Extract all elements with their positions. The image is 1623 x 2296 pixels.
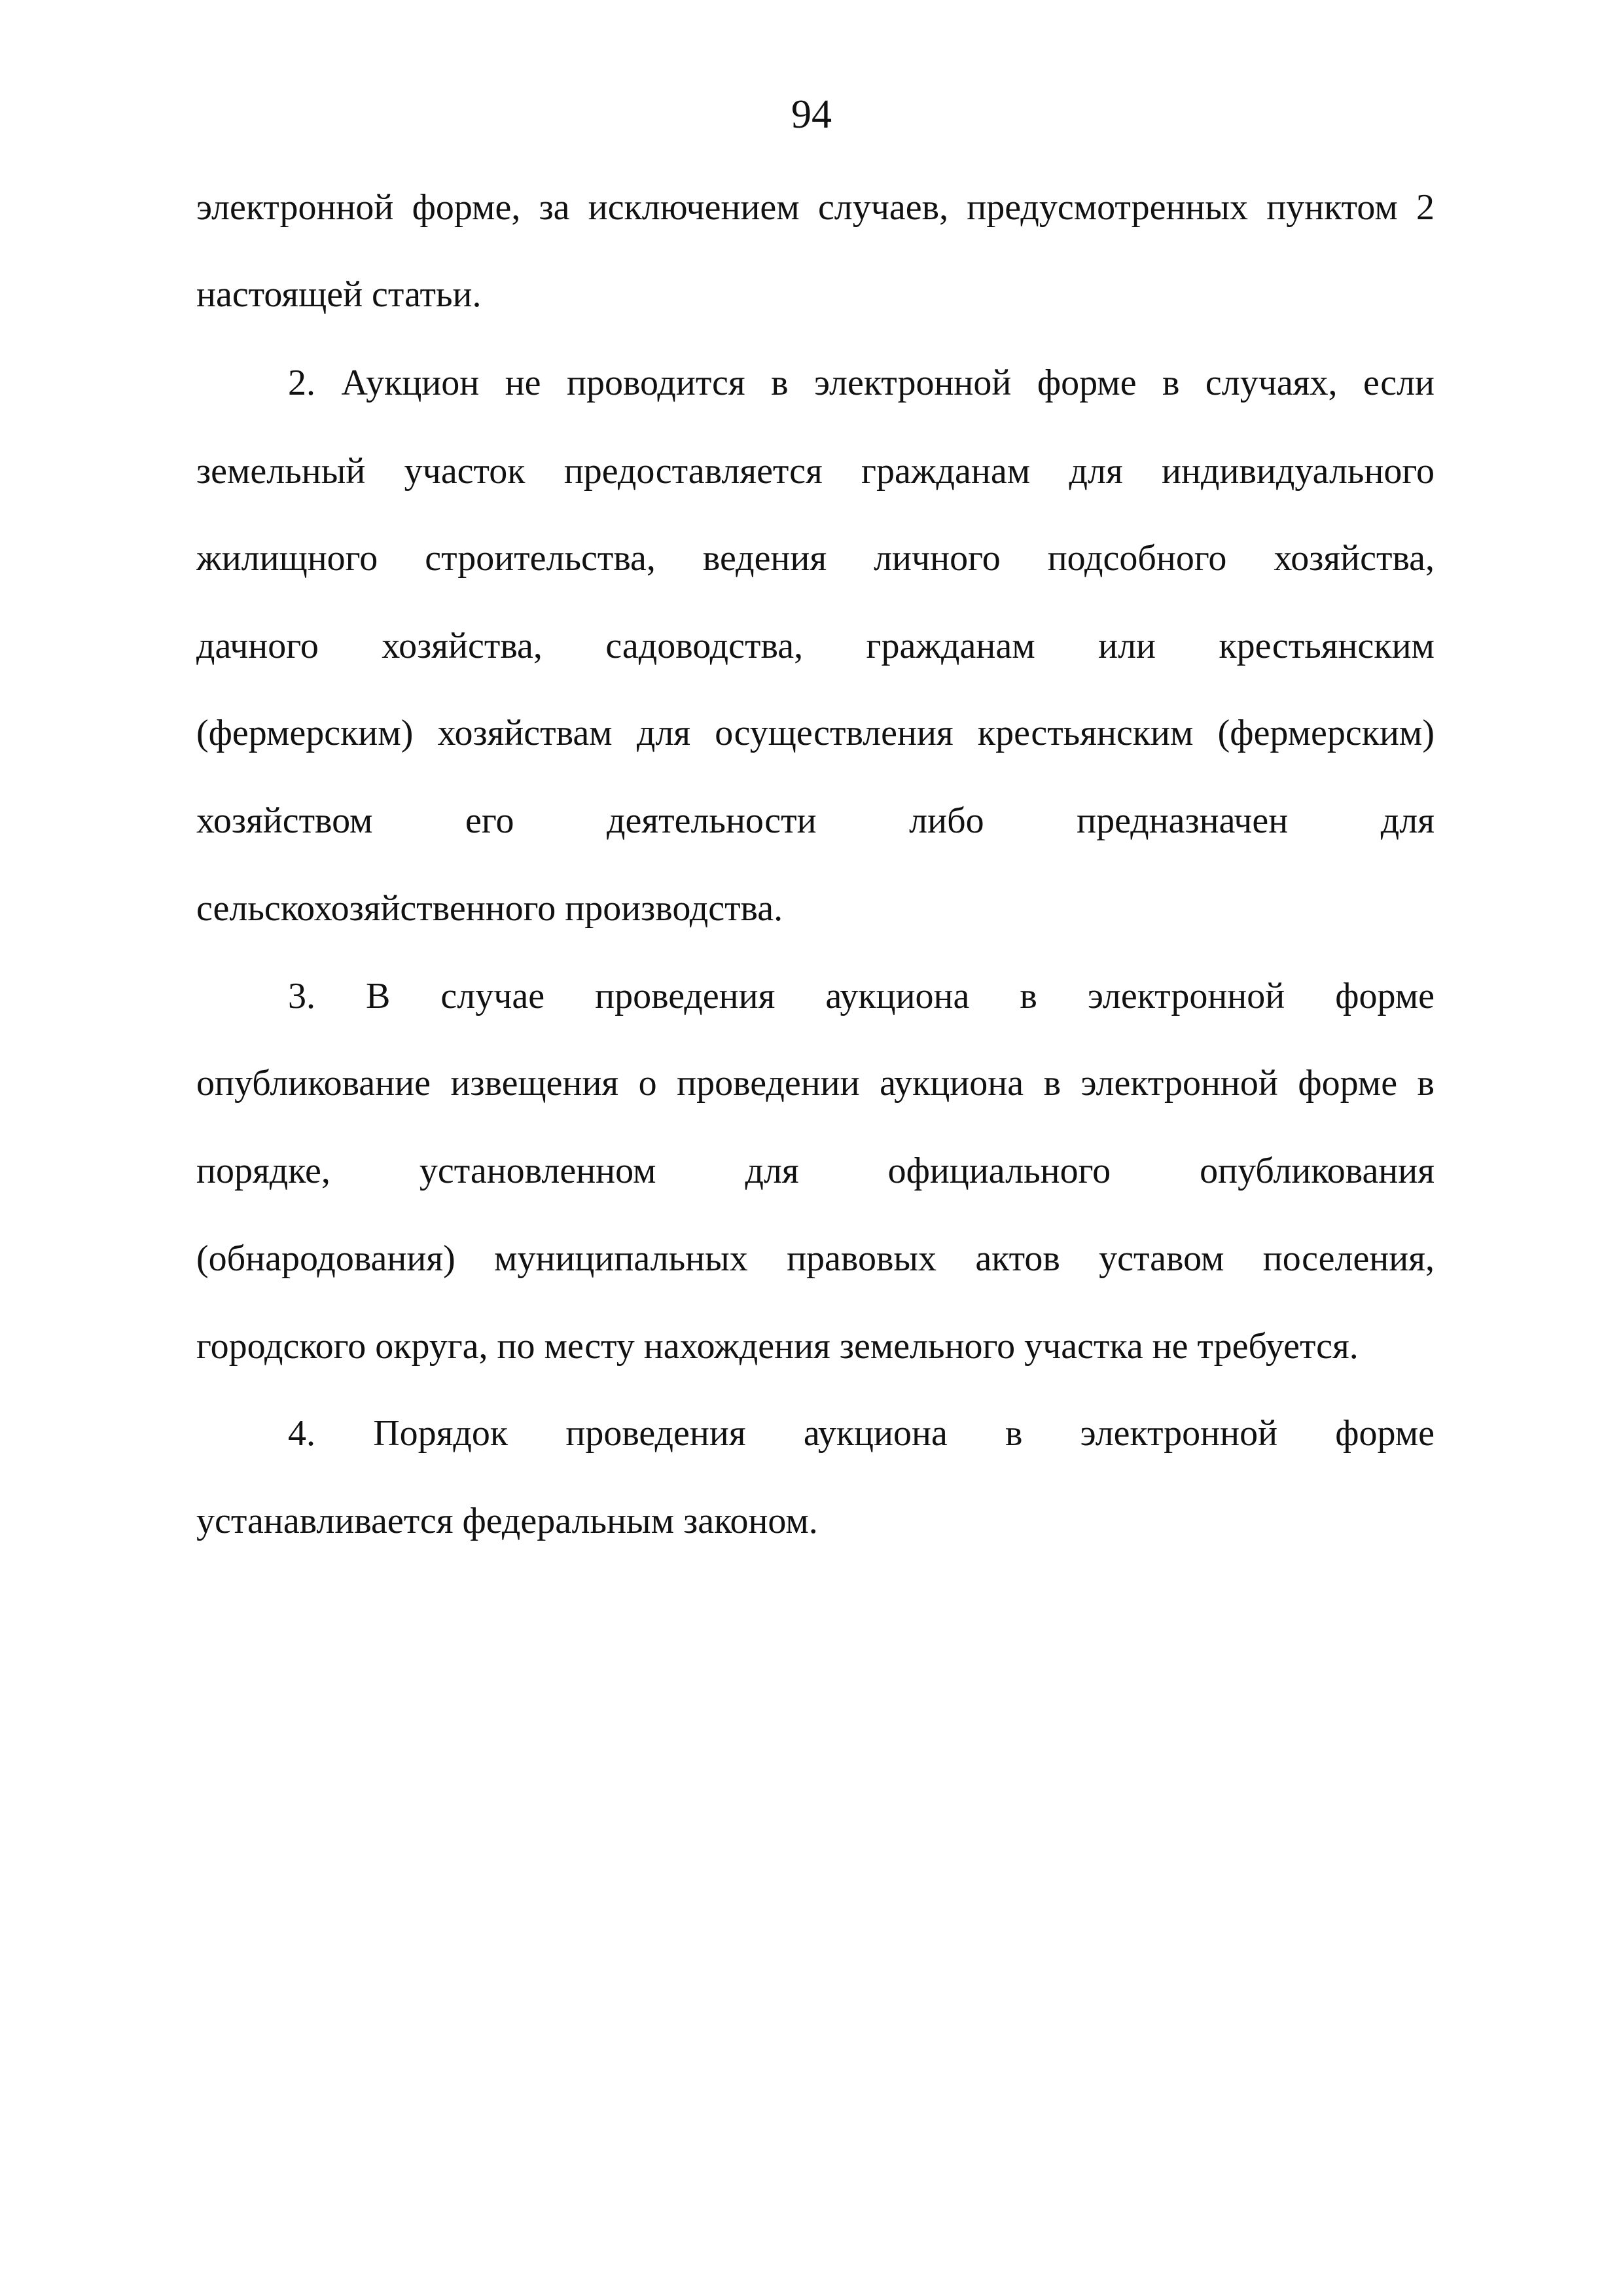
- text-line: городского округа, по месту нахождения земельного участка не требуется.: [196, 1326, 1359, 1367]
- page-number: 94: [791, 92, 832, 137]
- text-line: порядке, установленном для официального опубликования: [196, 1151, 1435, 1191]
- text-line: (фермерским) хозяйствам для осуществления крестьянским (фермерским): [196, 713, 1435, 753]
- paragraph-3-first-line: 3. В случае проведения аукциона в электронной форме: [288, 976, 1435, 1016]
- text-line: жилищного строительства, ведения личного подсобного хозяйства,: [196, 538, 1435, 579]
- text-line: (обнародования) муниципальных правовых актов уставом поселения,: [196, 1238, 1435, 1279]
- text-line: дачного хозяйства, садоводства, гражданам или крестьянским: [196, 626, 1435, 666]
- text-line: сельскохозяйственного производства.: [196, 888, 783, 929]
- paragraph-2-first-line: 2. Аукцион не проводится в электронной форме в случаях, если: [288, 363, 1435, 403]
- text-line: опубликование извещения о проведении аукциона в электронной форме в: [196, 1063, 1435, 1103]
- text-line: устанавливается федеральным законом.: [196, 1501, 818, 1541]
- text-line: хозяйством его деятельности либо предназначен для: [196, 800, 1435, 841]
- text-line: земельный участок предоставляется гражданам для индивидуального: [196, 451, 1435, 492]
- text-line: настоящей статьи.: [196, 274, 482, 315]
- paragraph-4-first-line: 4. Порядок проведения аукциона в электронной форме: [288, 1413, 1435, 1454]
- text-line: электронной форме, за исключением случаев, предусмотренных пунктом 2: [196, 187, 1435, 228]
